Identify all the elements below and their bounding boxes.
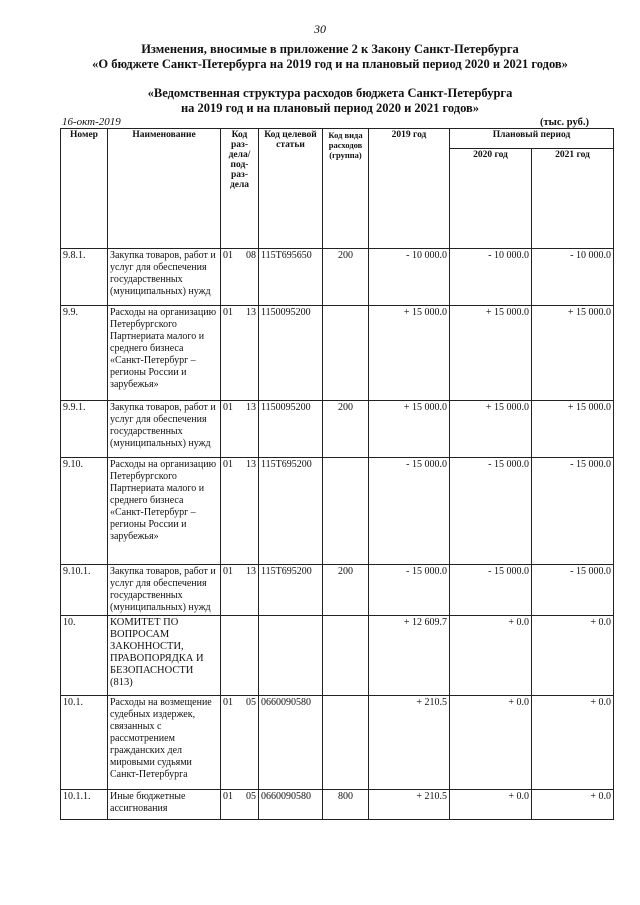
col-2020: 2020 год xyxy=(450,149,532,249)
row-2021: + 15 000.0 xyxy=(532,401,614,458)
budget-table xyxy=(60,128,614,820)
row-2019: - 10 000.0 xyxy=(369,249,450,306)
row-2019: - 15 000.0 xyxy=(369,458,450,565)
row-kind: 200 xyxy=(323,565,369,616)
row-2020: - 15 000.0 xyxy=(450,565,532,616)
row-2021: - 15 000.0 xyxy=(532,565,614,616)
row-kind xyxy=(323,696,369,790)
row-number: 9.9.1. xyxy=(61,401,108,458)
table-row xyxy=(61,790,614,820)
row-name: КОМИТЕТ ПО ВОПРОСАМ ЗАКОННОСТИ, ПРАВОПОРЯДКА И БЕЗОПАСНОСТИ (813) xyxy=(108,616,221,696)
col-kind-code: Код вида расходов (группа) xyxy=(323,129,369,249)
row-2020: - 10 000.0 xyxy=(450,249,532,306)
row-kind: 200 xyxy=(323,401,369,458)
row-subsection: 05 xyxy=(241,790,259,820)
row-section: 01 xyxy=(221,696,241,790)
row-target: 0660090580 xyxy=(259,790,323,820)
row-section xyxy=(221,616,241,696)
row-subsection: 13 xyxy=(241,458,259,565)
col-section-code: Код раз- дела/ под- раз- дела xyxy=(221,129,259,249)
row-2021: - 15 000.0 xyxy=(532,458,614,565)
title-line-2: «О бюджете Санкт-Петербурга на 2019 год и на плановый период 2020 и 2021 годов» xyxy=(92,57,568,71)
row-target: 115Т695200 xyxy=(259,458,323,565)
table-row xyxy=(61,306,614,401)
table-row xyxy=(61,401,614,458)
row-section: 01 xyxy=(221,565,241,616)
table-row xyxy=(61,696,614,790)
row-2021: + 0.0 xyxy=(532,790,614,820)
row-name: Закупка товаров, работ и услуг для обеспечения государственных (муниципальных) нужд xyxy=(108,565,221,616)
row-2019: + 210.5 xyxy=(369,696,450,790)
row-target xyxy=(259,616,323,696)
row-name: Иные бюджетные ассигнования xyxy=(108,790,221,820)
title-line-3: «Ведомственная структура расходов бюджета Санкт-Петербурга xyxy=(147,86,513,100)
row-section: 01 xyxy=(221,790,241,820)
row-2020: + 15 000.0 xyxy=(450,401,532,458)
row-2020: + 0.0 xyxy=(450,790,532,820)
units-label: (тыс. руб.) xyxy=(540,117,589,128)
row-2019: + 15 000.0 xyxy=(369,306,450,401)
row-target: 0660090580 xyxy=(259,696,323,790)
row-section: 01 xyxy=(221,249,241,306)
table-row xyxy=(61,616,614,696)
row-number: 9.10.1. xyxy=(61,565,108,616)
row-target: 1150095200 xyxy=(259,401,323,458)
row-2021: + 15 000.0 xyxy=(532,306,614,401)
row-section: 01 xyxy=(221,458,241,565)
title-line-1: Изменения, вносимые в приложение 2 к Закону Санкт-Петербурга xyxy=(141,42,519,56)
table-row xyxy=(61,458,614,565)
row-2019: + 15 000.0 xyxy=(369,401,450,458)
page-number: 30 xyxy=(314,22,326,36)
row-2020: + 15 000.0 xyxy=(450,306,532,401)
row-number: 9.10. xyxy=(61,458,108,565)
row-target: 115Т695200 xyxy=(259,565,323,616)
row-subsection: 05 xyxy=(241,696,259,790)
row-2021: - 10 000.0 xyxy=(532,249,614,306)
row-number: 9.9. xyxy=(61,306,108,401)
col-2019: 2019 год xyxy=(369,129,450,249)
row-kind: 200 xyxy=(323,249,369,306)
row-name: Закупка товаров, работ и услуг для обеспечения государственных (муниципальных) нужд xyxy=(108,249,221,306)
row-subsection: 13 xyxy=(241,565,259,616)
document-title xyxy=(40,42,620,72)
row-name: Расходы на организацию Петербургского Партнериата малого и среднего бизнеса «Санкт-Петербург – регионы России и зарубежья» xyxy=(108,306,221,401)
col-2021: 2021 год xyxy=(532,149,614,249)
title-line-4: на 2019 год и на плановый период 2020 и 2021 годов» xyxy=(180,101,480,115)
row-number: 9.8.1. xyxy=(61,249,108,306)
row-2020: + 0.0 xyxy=(450,616,532,696)
row-section: 01 xyxy=(221,306,241,401)
row-subsection xyxy=(241,616,259,696)
row-kind xyxy=(323,616,369,696)
row-kind xyxy=(323,458,369,565)
row-number: 10. xyxy=(61,616,108,696)
col-name: Наименование xyxy=(108,129,221,249)
row-2019: + 210.5 xyxy=(369,790,450,820)
table-row xyxy=(61,565,614,616)
table-row xyxy=(61,249,614,306)
row-name: Закупка товаров, работ и услуг для обеспечения государственных (муниципальных) нужд xyxy=(108,401,221,458)
row-2019: - 15 000.0 xyxy=(369,565,450,616)
row-number: 10.1.1. xyxy=(61,790,108,820)
row-section: 01 xyxy=(221,401,241,458)
row-2021: + 0.0 xyxy=(532,616,614,696)
row-target: 115Т695650 xyxy=(259,249,323,306)
row-subsection: 13 xyxy=(241,401,259,458)
row-kind: 800 xyxy=(323,790,369,820)
row-2021: + 0.0 xyxy=(532,696,614,790)
col-target-code: Код целевой статьи xyxy=(259,129,323,249)
document-date: 16-окт-2019 xyxy=(62,116,121,128)
row-2019: + 12 609.7 xyxy=(369,616,450,696)
row-subsection: 13 xyxy=(241,306,259,401)
row-number: 10.1. xyxy=(61,696,108,790)
row-target: 1150095200 xyxy=(259,306,323,401)
row-kind xyxy=(323,306,369,401)
row-name: Расходы на возмещение судебных издержек, связанных с рассмотрением гражданских дел мировыми судьями Санкт-Петербурга xyxy=(108,696,221,790)
table-title xyxy=(40,86,620,116)
col-number: Номер xyxy=(61,129,108,249)
col-planned-period: Плановый период xyxy=(450,129,614,149)
row-name: Расходы на организацию Петербургского Партнериата малого и среднего бизнеса «Санкт-Петербург – регионы России и зарубежья» xyxy=(108,458,221,565)
row-2020: + 0.0 xyxy=(450,696,532,790)
row-2020: - 15 000.0 xyxy=(450,458,532,565)
row-subsection: 08 xyxy=(241,249,259,306)
